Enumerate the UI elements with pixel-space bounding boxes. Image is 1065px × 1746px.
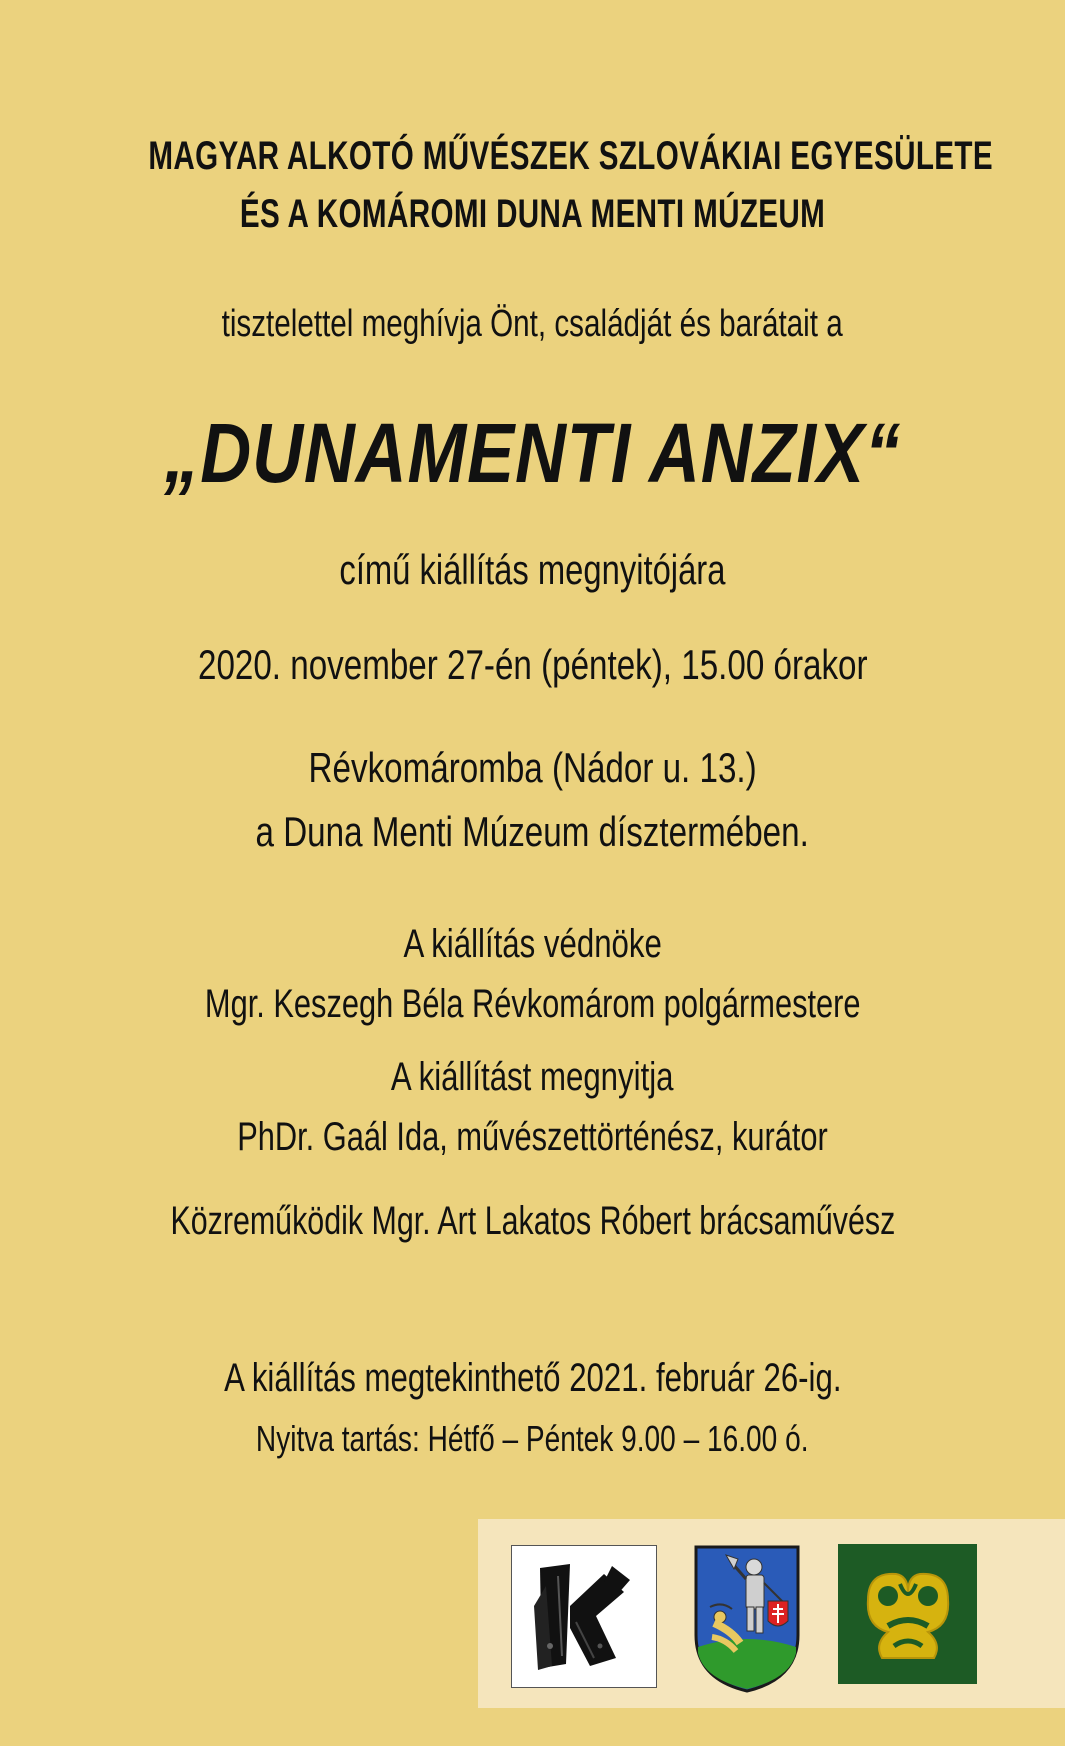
exhibition-subtitle: című kiállítás megnyitójára — [339, 546, 726, 593]
museum-emblem-graphic — [838, 1544, 977, 1684]
opener-heading: A kiállítást megnyitja — [391, 1055, 674, 1099]
logo-panel — [478, 1519, 1065, 1708]
event-datetime: 2020. november 27-én (péntek), 15.00 órakor — [197, 641, 868, 688]
patron-heading: A kiállítás védnöke — [403, 922, 662, 966]
viewable-until: A kiállítás megtekinthető 2021. február 26-ig. — [223, 1356, 842, 1400]
k-letter-logo-graphic — [512, 1546, 656, 1687]
performer-line: Közreműködik Mgr. Art Lakatos Róbert brácsaművész — [170, 1199, 895, 1243]
opening-hours: Nyitva tartás: Hétfő – Péntek 9.00 – 16.00 ó. — [256, 1418, 809, 1459]
k-letter-logo-icon — [511, 1545, 657, 1688]
organizer-line-1: MAGYAR ALKOTÓ MŰVÉSZEK SZLOVÁKIAI EGYESÜLETE — [148, 134, 993, 178]
organizer-line-2: ÉS A KOMÁROMI DUNA MENTI MÚZEUM — [239, 192, 826, 236]
venue-line-1: Révkomáromba (Nádor u. 13.) — [308, 744, 757, 791]
coat-of-arms-graphic — [692, 1543, 802, 1693]
venue-line-2: a Duna Menti Múzeum dísztermében. — [255, 808, 810, 855]
patron-name: Mgr. Keszegh Béla Révkomárom polgármestere — [204, 982, 861, 1026]
komarom-coat-of-arms-icon — [692, 1543, 802, 1693]
exhibition-title: „DUNAMENTI ANZIX“ — [164, 406, 901, 500]
museum-emblem-icon — [838, 1544, 977, 1684]
invitation-intro: tisztelettel meghívja Önt, családját és barátait a — [221, 303, 844, 345]
opener-name: PhDr. Gaál Ida, művészettörténész, kurátor — [237, 1115, 828, 1159]
